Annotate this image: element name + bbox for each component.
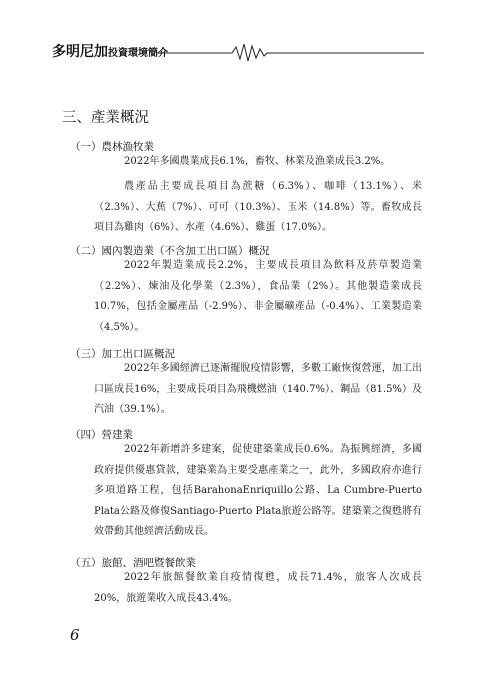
header-title-country: 多明尼加: [52, 44, 108, 60]
subsection-heading-manufacturing: （二）國內製造業（不含加工出口區）概況: [70, 245, 270, 257]
paragraph-agriculture-2: 農產品主要成長項目為蔗糖（6.3%）、咖啡（13.1%）、米（2.3%）、大蕉（7%）、可可（10.3%）、玉米（14.8%）等。畜牧成長項目為雞肉（6%）、水產（4.6%）、雞蛋（17.0%）。: [94, 181, 422, 233]
paragraph-manufacturing-1: 2022年製造業成長2.2%，主要成長項目為飲料及菸草製造業（2.2%）、煉油及化學業（2.3%），食品業（2%）。其他製造業成長10.7%，包括金屬產品（-2.9%）、非金屬礦產品（-0.4%）、工業製造業（4.5%）。: [94, 260, 422, 333]
paragraph-export-zone-1: 2022年多國經濟已逐漸擺脫疫情影響，多數工廠恢復營運，加工出口區成長16%，主要成長項目為飛機燃油（140.7%）、鋼品（81.5%）及汽油（39.1%）。: [94, 363, 422, 415]
subsection-heading-export-zone: （三）加工出口區概況: [70, 348, 175, 360]
paragraph-agriculture-1: 2022年多國農業成長6.1%，畜牧、林業及漁業成長3.2%。: [124, 156, 391, 167]
subsection-heading-construction: （四）營建業: [70, 429, 133, 441]
page-number: 6: [70, 626, 80, 644]
section-title: 三、產業概況: [62, 110, 149, 126]
page-header: [52, 40, 424, 64]
subsection-heading-agriculture: （一）農林漁牧業: [70, 141, 154, 153]
header-title-subtitle: 投資環境簡介: [108, 48, 168, 59]
paragraph-construction-1: 2022年新增許多建案，促使建築業成長0.6%。為振興經濟，多國政府提供優惠貸款，建築業為主要受惠產業之一，此外，多國政府亦進行多項道路工程，包括BarahonaEnriquillo公路、La Cumbre-Puerto Plata公路及修復Santiago-Puerto Plata旅遊公路等。建築業之復甦將有效帶動其他經濟活動成長。: [94, 444, 422, 537]
paragraph-hospitality-1: 2022年旅館餐飲業自疫情復甦，成長71.4%，旅客人次成長20%，旅遊業收入成長43.4%。: [94, 572, 422, 604]
header-wave-line: [52, 40, 424, 64]
subsection-heading-hospitality: （五）旅館、酒吧暨餐飲業: [70, 557, 196, 569]
